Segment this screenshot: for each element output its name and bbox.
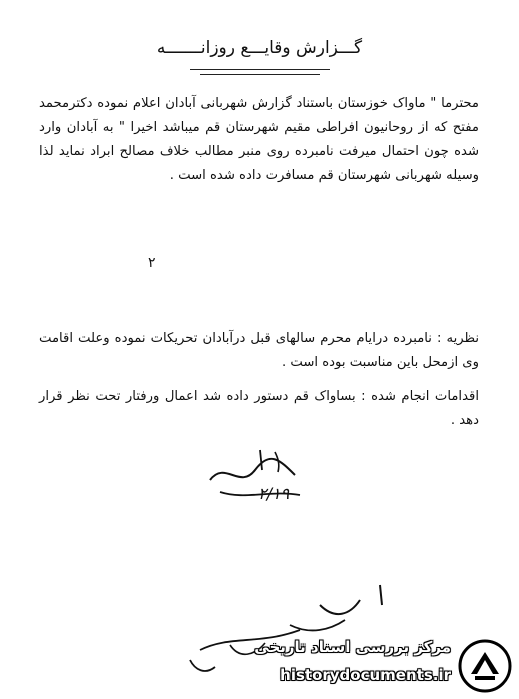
watermark-logo-icon (457, 638, 513, 694)
margin-mark: ۲ (148, 255, 156, 271)
watermark-org-name: مرکز بررسی اسناد تاریخی (254, 638, 451, 656)
report-title: گـــزارش وقایـــع روزانـــــــه (156, 38, 363, 58)
title-underline-1 (190, 69, 330, 70)
watermark-url: historydocuments.ir (280, 666, 451, 684)
actions-taken-paragraph: اقدامات انجام شده : بساواک قم دستور داده شد اعمال ورفتار تحت نظر قرار دهد . (39, 389, 479, 428)
handwritten-annotation-signature (200, 440, 310, 520)
annotation-date: ۲/۱۹ (258, 484, 290, 503)
report-body-paragraph: محترما " ماواک خوزستان باستناد گزارش شهربانی آبادان اعلام نموده دکترمحمد مفتح که از روحانیون افراطی مقیم شهرستان قم میباشد اخیرا " به آبادان وارد شده چون احتمال میرفت نامبرده روی منبر مطالب خلاف مصالح ابراد نماید لذا وسیله شهربانی شهرستان قم مسافرت داده شده است . (39, 96, 479, 183)
watermark (250, 630, 519, 699)
title-underline-2 (200, 74, 320, 75)
opinion-paragraph: نظریه : نامبرده درایام محرم سالهای قبل درآبادان تحریکات نموده وعلت اقامت وی ازمحل باین مناسبت بوده است . (39, 331, 479, 370)
